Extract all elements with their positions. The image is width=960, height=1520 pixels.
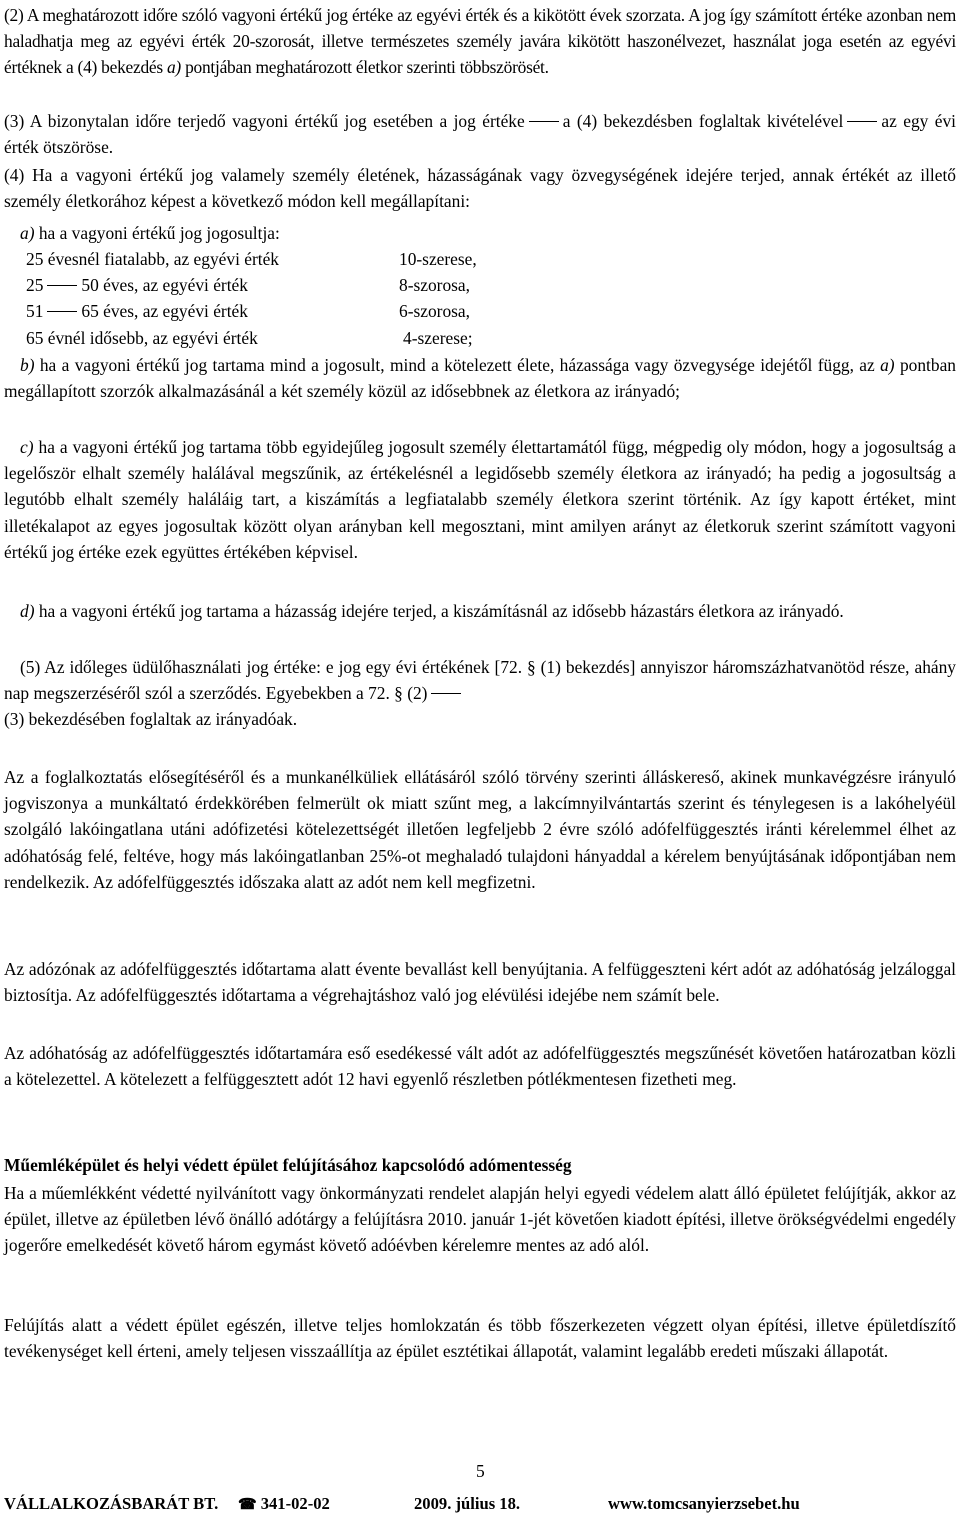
em-dash [529,121,559,122]
paragraph-2-italic: a) [166,57,181,78]
paragraph-3-text: (3) A bizonytalan időre terjedő vagyoni értékű jog esetében a jog értéke [4,111,525,131]
em-dash [431,693,461,694]
paragraph-4b [4,352,956,404]
age-from: 25 [26,275,44,296]
tax-authority-text: Az adóhatóság az adófelfüggesztés időtartamára eső esedékessé vált adót az adófelfüggesztés megszűnését követően határozatban közli a kötelezettel. A kötelezett a felfüggesztett adót 12 havi egyenlő részletben pótlékmentesen fizetheti meg. [4,1043,956,1090]
footer-website[interactable]: www.tomcsanyierzsebet.hu [608,1494,800,1513]
paragraph-5 [4,654,956,733]
em-dash [47,285,77,286]
point-c-label: c) [20,437,34,457]
age-row-multiplier: 10-szerese, [399,249,477,269]
point-b-label: b) [20,355,35,375]
paragraph-2-text-end: pontjában meghatározott életkor szerinti többszörösét. [180,57,549,78]
age-row [26,246,477,272]
paragraph-3-text-end: az egy évi érték ötszöröse. [4,111,957,158]
point-c-text: ha a vagyoni értékű jog tartama több egyidejűleg jogosult személy élettartamától függ, mégpedig oly módon, hogy a jogosultság a legelőször elhalt személy halálával megszűnik, az értékelésnél a legidősebb személy életkora az irányadó; ha pedig a jogosultság a legutóbb elhalt személy haláláig tart, a kiszámítás a legfiatalabb személy életkora szerint történik. Az így kapott értéket, mint illetékalapot az egyes jogosultak között olyan arányban kell megosztani, mint amilyen arányt az életkoruk szerint számított vagyoni értékű jog értéke ezek együttes értékében képvisel. [4,437,956,562]
page-number: 5 [476,1461,485,1481]
paragraph-4a [20,220,956,246]
tax-return-paragraph [4,956,956,1008]
paragraph-3 [4,108,956,160]
em-dash [47,311,77,312]
renovation-text: Felújítás alatt a védett épület egészén, illetve teljes homlokzatán és több főszerkezeten végzett olyan építési, illetve épületdíszítő tevékenységet kell érteni, amely teljesen visszaállítja az épület esztétikai állapotát, valamint legalább eredeti műszaki állapotát. [4,1315,956,1362]
paragraph-2-text: (2) A meghatározott időre szóló vagyoni értékű jog értéke az egyévi érték és a kikötött évek szorzata. A jog így számított értéke azonban nem haladhatja meg az egyévi érték 20-szorosát, illetve természetes személy javára kikötött haszonélvezet, használat joga esetén az egyévi értéknek a (4) bekezdés [4,5,956,78]
age-row-multiplier: 6-szorosa, [399,301,470,322]
paragraph-4d [4,598,956,624]
age-row-multiplier: 8-szorosa, [399,275,470,296]
paragraph-4 [4,162,956,214]
point-b-text: ha a vagyoni értékű jog tartama mind a jogosult, mind a kötelezett élete, házassága vagy özvegysége idejétől függ, az [34,355,881,375]
footer-company: VÁLLALKOZÁSBARÁT BT. [4,1494,219,1513]
age-row [26,298,477,324]
point-b-italic: a) [880,355,895,375]
age-row-multiplier: 4-szerese; [403,327,473,348]
monument-text: Ha a műemlékként védetté nyilvánított vagy önkormányzati rendelet alapján helyi egyedi védelem alatt álló épületet felújítják, akkor az épület, illetve az épületben lévő önálló adótárgy a felújításra 2010. január 1-jét követően kiadott építési, illetve örökségvédelmi engedély jogerőre emelkedését követő három egymást követő adóévben kérelemre mentes az adó alól. [4,1183,956,1256]
point-b-text-end: pontban megállapított szorzók alkalmazásánál a két személy közül az idősebbnek az életkora az irányadó; [4,355,957,402]
point-a-label: a) [20,223,35,243]
paragraph-5-text: (5) Az időleges üdülőhasználati jog értéke: e jog egy évi értékének [72. § (1) bekezdés] annyiszor háromszázhatvanötöd része, ahány nap megszerzéséről szól a szerződés. Egyebekben a 72. § (2) [4,657,956,704]
point-d-label: d) [20,601,35,621]
age-from: 51 [26,301,44,322]
footer-phone [238,1492,330,1517]
age-row [26,272,477,298]
phone-icon: ☎ [238,1497,257,1513]
footer-phone-number: 341-02-02 [260,1494,330,1513]
age-row-label: 25 évesnél fiatalabb, az egyévi érték [26,249,280,269]
tax-authority-paragraph [4,1040,956,1092]
age-row-label [26,298,399,324]
paragraph-5-text-end: (3) bekezdésében foglaltak az irányadóak. [4,709,298,730]
age-multiplier-list [26,246,477,351]
job-seeker-paragraph [4,764,956,895]
section-heading: Műemléképület és helyi védett épület felújításához kapcsolódó adómentesség [4,1155,572,1175]
age-to: 65 éves, az egyévi érték [81,301,248,322]
footer-date: 2009. július 18. [414,1494,521,1513]
renovation-paragraph [4,1312,956,1364]
paragraph-4c [4,434,956,565]
point-a-text: ha a vagyoni értékű jog jogosultja: [34,223,280,243]
paragraph-4-text: (4) Ha a vagyoni értékű jog valamely személy életének, házasságának vagy özvegységének idejére terjed, annak értékét az illető személy életkorához képest a következő módon kell megállapítani: [4,165,956,212]
paragraph-3-text-mid: a (4) bekezdésben foglaltak kivételével [562,111,844,131]
age-row-label: 65 évnél idősebb, az egyévi érték [26,327,258,348]
age-to: 50 éves, az egyévi érték [81,275,248,296]
job-seeker-text: Az a foglalkoztatás elősegítéséről és a munkanélküliek ellátásáról szóló törvény szerinti álláskereső, akinek munkavégzésre irányuló jogviszonya a munkáltató érdekkörében felmerült ok miatt szűnt meg, a lakcímnyilvántartás szerint és ténylegesen is a lakóhelyéül szolgáló lakóingatlana utáni adófizetési kötelezettségét illetően legfeljebb 2 évre szóló adófelfüggesztés iránti kérelemmel élhet az adóhatóság felé, feltéve, hogy más lakóingatlanban 25%-ot meghaladó tulajdoni hányaddal a kérelem benyújtásának időpontjában nem rendelkezik. Az adófelfüggesztés időszaka alatt az adót nem kell megfizetni. [4,767,956,892]
paragraph-2 [4,2,956,81]
age-row-label [26,272,399,298]
monument-paragraph [4,1180,956,1259]
point-d-text: ha a vagyoni értékű jog tartama a házasság idejére terjed, a kiszámításnál az idősebb házastárs életkora az irányadó. [34,601,844,621]
tax-return-text: Az adózónak az adófelfüggesztés időtartama alatt évente bevallást kell benyújtania. A felfüggeszteni kért adót az adóhatóság jelzáloggal biztosítja. Az adófelfüggesztés időtartama a végrehajtáshoz való jog elévülési idejébe nem számít bele. [4,959,956,1006]
em-dash [847,121,877,122]
age-row [26,325,477,351]
